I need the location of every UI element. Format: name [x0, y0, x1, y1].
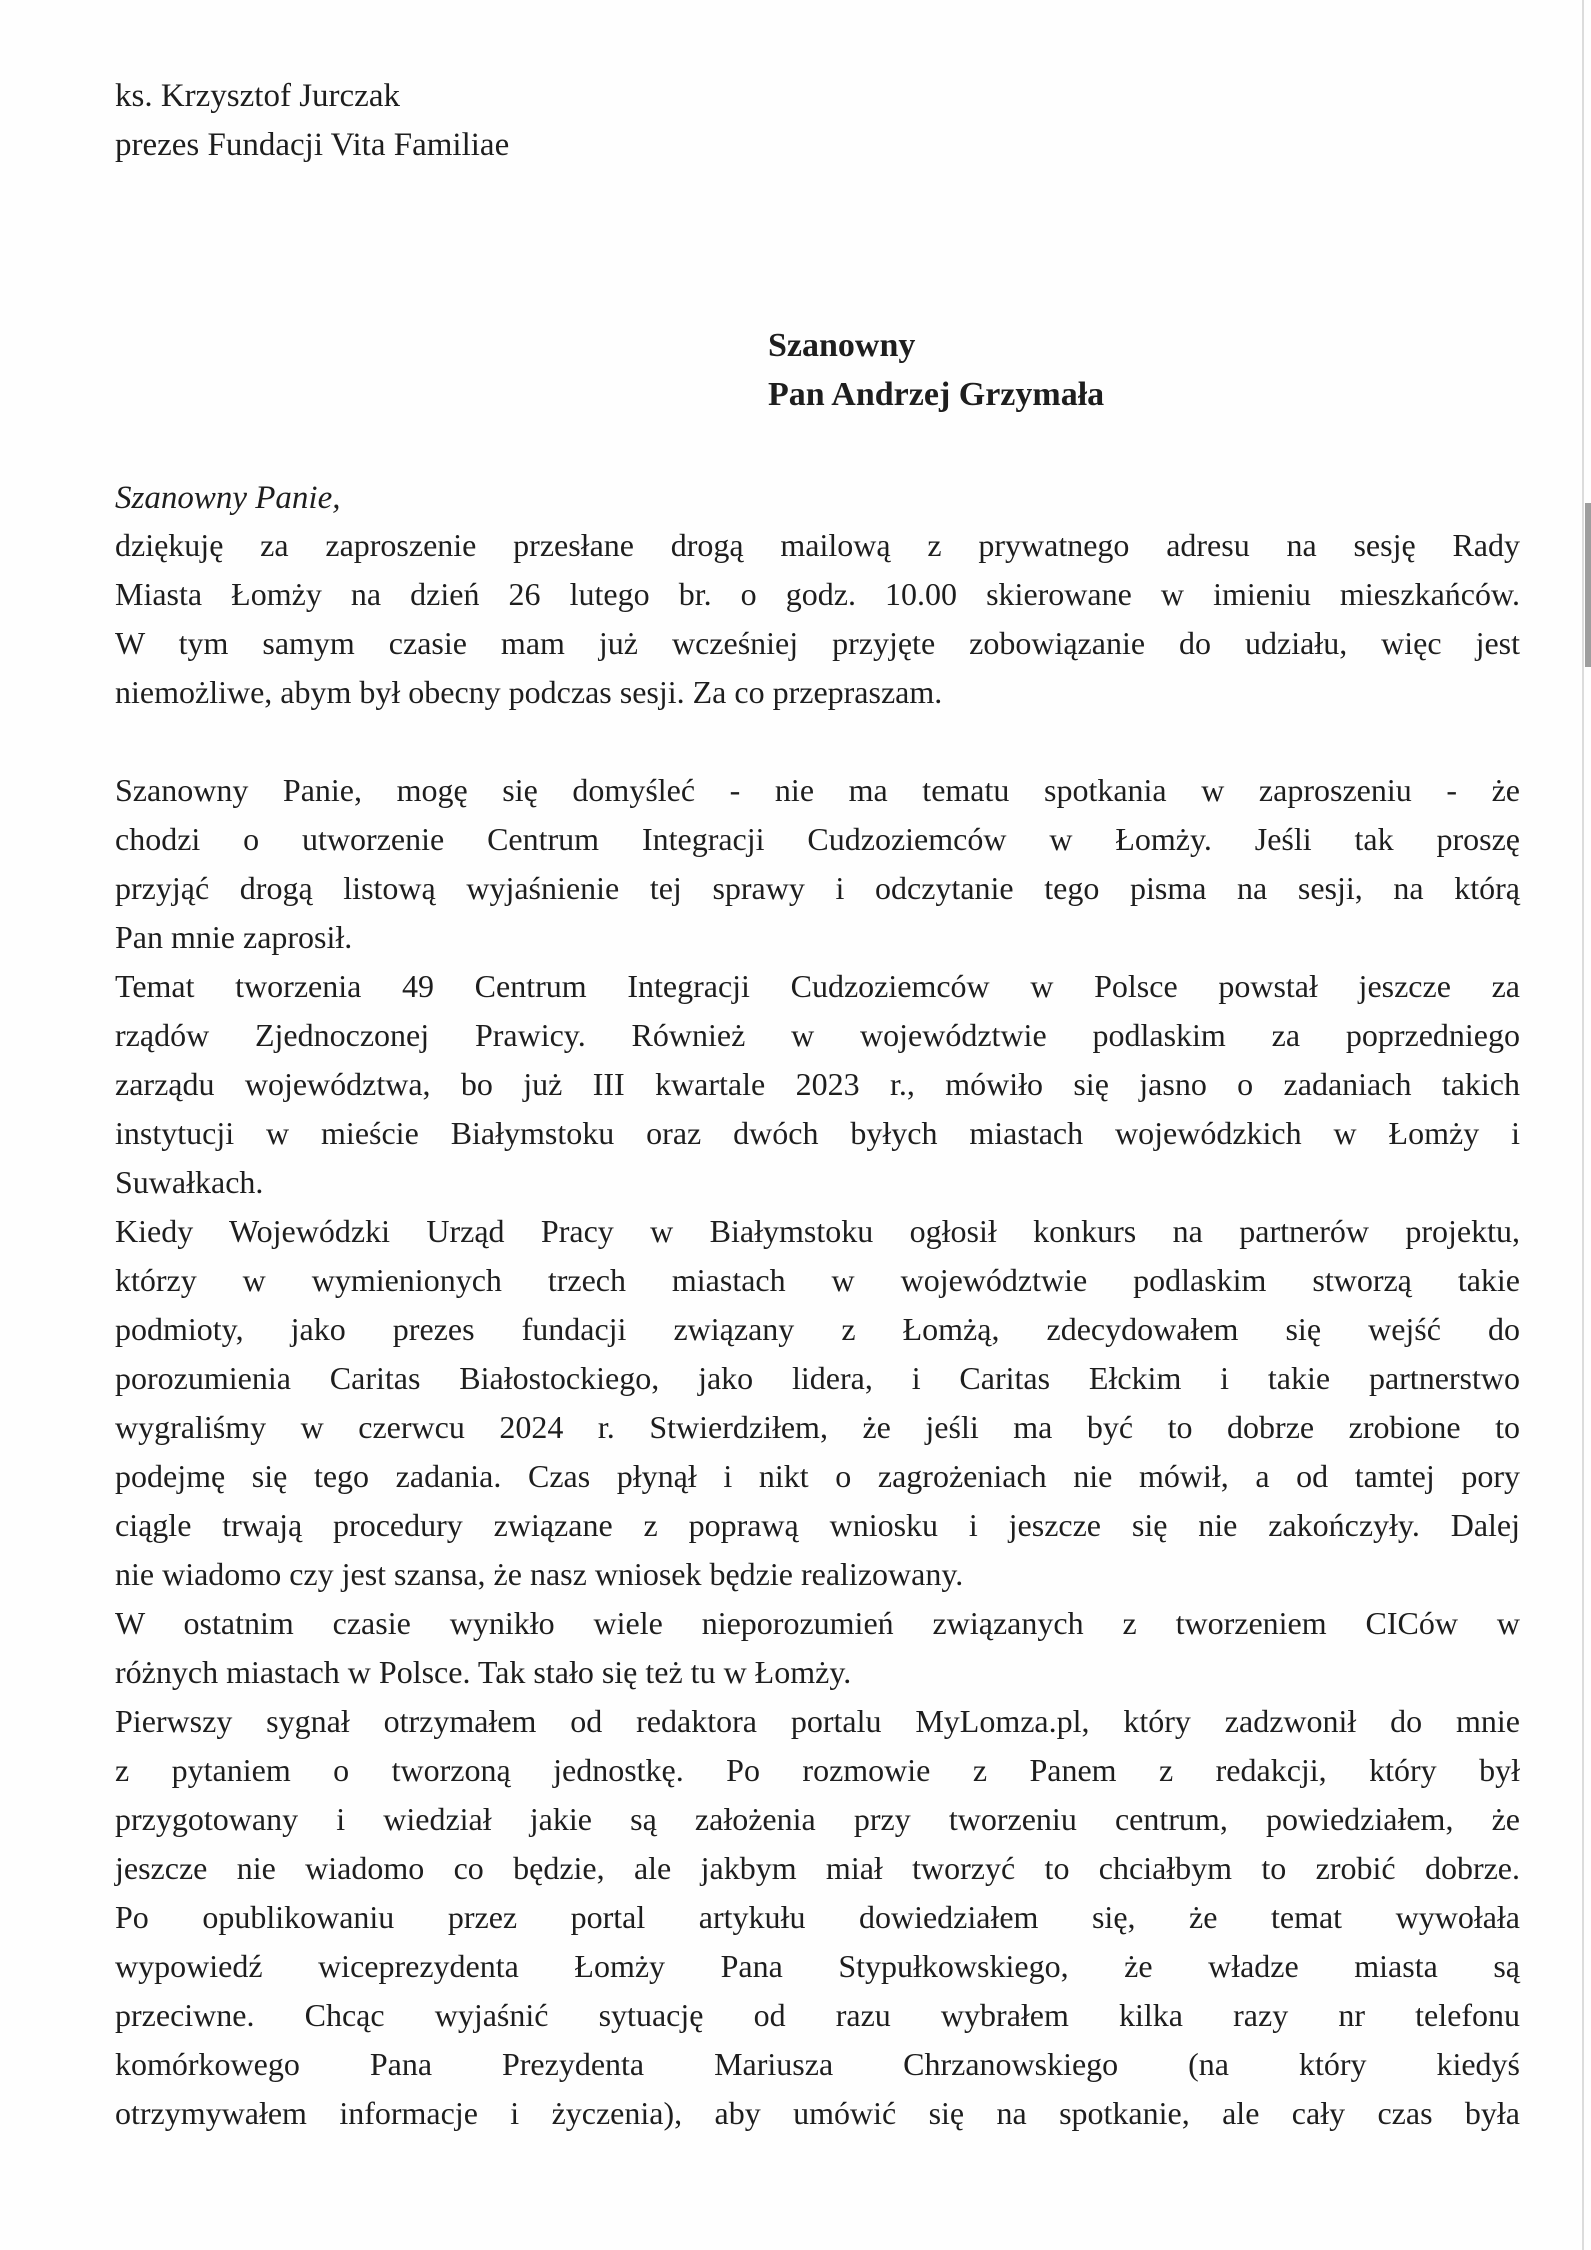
text-line: instytucji w mieście Białymstoku oraz dwóch byłych miastach wojewódzkich w Łomży i — [115, 1115, 1520, 1151]
text-line: ciągle trwają procedury związane z poprawą wniosku i jeszcze się nie zakończyły. Dalej — [115, 1507, 1520, 1543]
paragraph-4 — [115, 1207, 1520, 1599]
scan-edge-line — [1582, 0, 1584, 2250]
text-line: Temat tworzenia 49 Centrum Integracji Cudzoziemców w Polsce powstał jeszcze za — [115, 968, 1520, 1004]
text-line: dziękuję za zaproszenie przesłane drogą mailową z prywatnego adresu na sesję Rady — [115, 527, 1520, 563]
text-line: podmioty, jako prezes fundacji związany z Łomżą, zdecydowałem się wejść do — [115, 1311, 1520, 1347]
paragraph-5 — [115, 1599, 1520, 1697]
text-line: otrzymywałem informacje i życzenia), aby umówić się na spotkanie, ale cały czas była — [115, 2095, 1520, 2131]
text-line: Szanowny Panie, mogę się domyśleć - nie ma tematu spotkania w zaproszeniu - że — [115, 772, 1520, 808]
paragraph-2 — [115, 766, 1520, 962]
text-line: przeciwne. Chcąc wyjaśnić sytuację od razu wybrałem kilka razy nr telefonu — [115, 1997, 1520, 2033]
text-line: wygraliśmy w czerwcu 2024 r. Stwierdziłem, że jeśli ma być to dobrze zrobione to — [115, 1409, 1520, 1445]
text-line: W ostatnim czasie wynikło wiele nieporozumień związanych z tworzeniem CICów w — [115, 1605, 1520, 1641]
paragraph-6 — [115, 1697, 1520, 1893]
text-line: różnych miastach w Polsce. Tak stało się też tu w Łomży. — [115, 1654, 852, 1690]
text-line: zarządu województwa, bo już III kwartale 2023 r., mówiło się jasno o zadaniach takich — [115, 1066, 1520, 1102]
letter-body — [115, 521, 1520, 2138]
paragraph-7 — [115, 1893, 1520, 2138]
sender-role: prezes Fundacji Vita Familiae — [115, 127, 510, 163]
sender-name: ks. Krzysztof Jurczak — [115, 78, 400, 114]
text-line: Pan mnie zaprosił. — [115, 919, 353, 955]
text-line: z pytaniem o tworzoną jednostkę. Po rozmowie z Panem z redakcji, który był — [115, 1752, 1520, 1788]
text-line: przyjąć drogą listową wyjaśnienie tej sprawy i odczytanie tego pisma na sesji, na którą — [115, 870, 1520, 906]
paragraph-3 — [115, 962, 1520, 1207]
text-line: porozumienia Caritas Białostockiego, jako lidera, i Caritas Ełckim i takie partnerstwo — [115, 1360, 1520, 1396]
addressee-block — [768, 321, 1104, 419]
paragraph-1 — [115, 521, 1520, 717]
text-line: którzy w wymienionych trzech miastach w województwie podlaskim stworzą takie — [115, 1262, 1520, 1298]
text-line: Suwałkach. — [115, 1164, 264, 1200]
salutation: Szanowny Panie, — [115, 480, 341, 516]
scan-edge-artifact — [1585, 503, 1591, 667]
text-line: przygotowany i wiedział jakie są założenia przy tworzeniu centrum, powiedziałem, że — [115, 1801, 1520, 1837]
text-line: niemożliwe, abym był obecny podczas sesji. Za co przepraszam. — [115, 674, 943, 710]
text-line: Miasta Łomży na dzień 26 lutego br. o godz. 10.00 skierowane w imieniu mieszkańców. — [115, 576, 1520, 612]
addressee-honorific: Szanowny — [768, 327, 916, 364]
text-line: Pierwszy sygnał otrzymałem od redaktora portalu MyLomza.pl, który zadzwonił do mnie — [115, 1703, 1520, 1739]
text-line: podejmę się tego zadania. Czas płynął i nikt o zagrożeniach nie mówił, a od tamtej pory — [115, 1458, 1520, 1494]
text-line: komórkowego Pana Prezydenta Mariusza Chrzanowskiego (na który kiedyś — [115, 2046, 1520, 2082]
text-line: Po opublikowaniu przez portal artykułu dowiedziałem się, że temat wywołała — [115, 1899, 1520, 1935]
text-line: jeszcze nie wiadomo co będzie, ale jakbym miał tworzyć to chciałbym to zrobić dobrze. — [115, 1850, 1520, 1886]
text-line: chodzi o utworzenie Centrum Integracji Cudzoziemców w Łomży. Jeśli tak proszę — [115, 821, 1520, 857]
text-line: Kiedy Wojewódzki Urząd Pracy w Białymstoku ogłosił konkurs na partnerów projektu, — [115, 1213, 1520, 1249]
sender-block — [115, 72, 509, 170]
text-line: nie wiadomo czy jest szansa, że nasz wniosek będzie realizowany. — [115, 1556, 964, 1592]
text-line: wypowiedź wiceprezydenta Łomży Pana Stypułkowskiego, że władze miasta są — [115, 1948, 1520, 1984]
text-line: W tym samym czasie mam już wcześniej przyjęte zobowiązanie do udziału, więc jest — [115, 625, 1520, 661]
text-line: rządów Zjednoczonej Prawicy. Również w województwie podlaskim za poprzedniego — [115, 1017, 1520, 1053]
addressee-name: Pan Andrzej Grzymała — [768, 376, 1105, 413]
